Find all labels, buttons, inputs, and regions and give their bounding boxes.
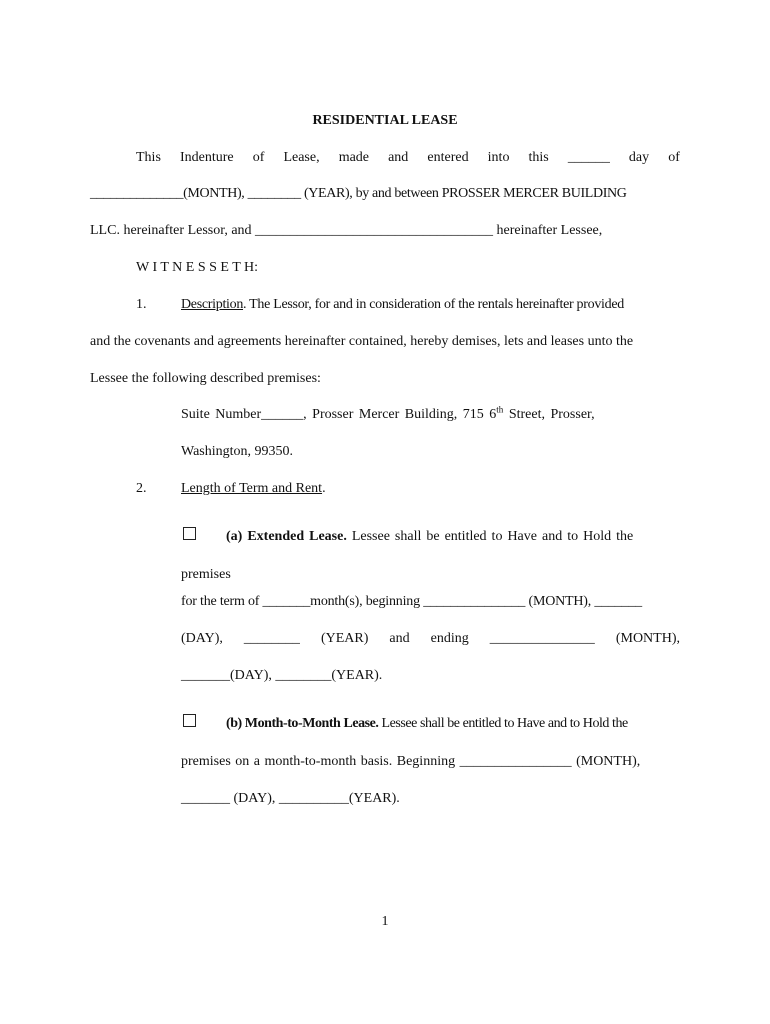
premises-address-line-1: Suite Number______, Prosser Mercer Building, 715 6th Street, Prosser, bbox=[181, 404, 595, 422]
witnesseth-heading: W I T N E S S E T H: bbox=[136, 260, 259, 275]
section-2-heading-line: Length of Term and Rent. bbox=[181, 481, 326, 496]
month-to-month-line-3: _______ (DAY), __________(YEAR). bbox=[181, 791, 400, 806]
month-to-month-line-1: (b) Month-to-Month Lease. Lessee shall be entitled to Have and to Hold the bbox=[226, 716, 628, 731]
extended-lease-line-1: (a) Extended Lease. Lessee shall be entitled to Have and to Hold the bbox=[226, 529, 634, 544]
intro-line-1: This Indenture of Lease, made and entered into this ______ day of bbox=[136, 150, 680, 165]
month-to-month-label: (b) Month-to-Month Lease. bbox=[226, 716, 379, 731]
checkbox-icon bbox=[183, 714, 196, 727]
extended-lease-line-3: for the term of _______month(s), beginning _______________ (MONTH), _______ bbox=[181, 594, 642, 609]
checkbox-icon bbox=[183, 527, 196, 540]
page-number: 1 bbox=[381, 914, 389, 929]
section-1-line-1: Description. The Lessor, for and in consideration of the rentals hereinafter provided bbox=[181, 297, 624, 312]
intro-line-2: ______________(MONTH), ________ (YEAR), by and between PROSSER MERCER BUILDING bbox=[90, 186, 627, 201]
intro-line-3: LLC. hereinafter Lessor, and __________________________________ hereinafter Lessee, bbox=[90, 223, 603, 238]
section-1-line-2: and the covenants and agreements hereinafter contained, hereby demises, lets and leases unto the bbox=[90, 334, 634, 349]
section-1-line-3: Lessee the following described premises: bbox=[90, 371, 321, 386]
month-to-month-checkbox[interactable] bbox=[183, 714, 196, 732]
premises-address-line-2: Washington, 99350. bbox=[181, 444, 294, 459]
section-2-number: 2. bbox=[136, 481, 147, 496]
section-1-heading: Description bbox=[181, 297, 244, 312]
extended-lease-line-2: premises bbox=[181, 567, 231, 582]
extended-lease-line-5: _______(DAY), ________(YEAR). bbox=[181, 668, 383, 683]
extended-lease-line-4: (DAY), ________ (YEAR) and ending _______________ (MONTH), bbox=[181, 631, 680, 646]
extended-lease-checkbox[interactable] bbox=[183, 527, 196, 545]
month-to-month-line-2: premises on a month-to-month basis. Beginning ________________ (MONTH), bbox=[181, 754, 641, 769]
extended-lease-label: (a) Extended Lease. bbox=[226, 529, 347, 544]
section-1-number: 1. bbox=[136, 297, 147, 312]
section-2-heading: Length of Term and Rent bbox=[181, 481, 323, 496]
document-title: RESIDENTIAL LEASE bbox=[312, 113, 458, 128]
